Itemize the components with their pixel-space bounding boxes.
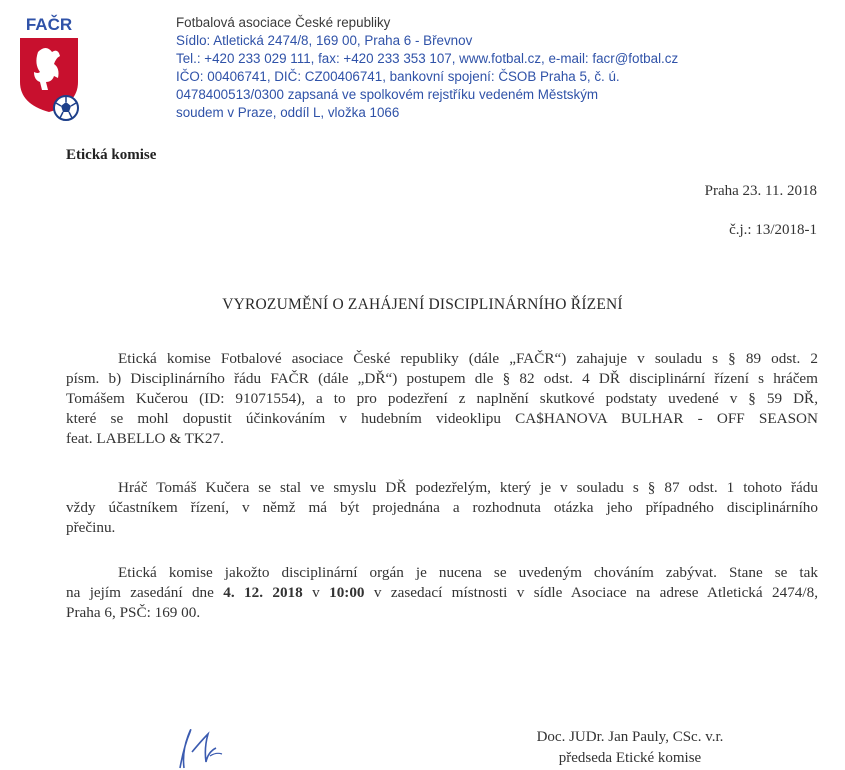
letterhead — [176, 14, 816, 122]
meeting-intro: na jejím zasedání dne — [66, 584, 224, 601]
reference-number: č.j.: 13/2018-1 — [729, 222, 817, 238]
logo-text: FAČR — [25, 15, 73, 34]
letterhead-account: 0478400513/0300 zapsaná ve spolkovém rejstříku vedeném Městským — [176, 87, 599, 102]
paragraph-1-line: písm. b) Disciplinárního řádu FAČR (dále „DŘ“) postupem dle § 82 odst. 4 DŘ disciplinární řízení s hráčem — [66, 370, 818, 387]
signature-block — [500, 727, 760, 769]
meeting-date: 4. 12. 2018 — [223, 584, 303, 601]
paragraph-2-line: vždy účastníkem řízení, v němž má být projednána a rozhodnuta otázka jeho případného disciplinárního — [66, 499, 818, 516]
paragraph-3-line: Praha 6, PSČ: 169 00. — [66, 604, 201, 621]
paragraph-1-line: Tomášem Kučerou (ID: 91071554), a to pro podezření z naplnění skutkové podstaty uvedené v § 59 DŘ, — [66, 390, 818, 407]
paragraph-3-line: Etická komise jakožto disciplinární orgán je nucena se uvedeným chováním zabývat. Stane se tak — [118, 564, 818, 581]
paragraph-1-line: které se mohl dopustit účinkováním v hudebním videoklipu CA$HANOVA BULHAR - OFF SEASON — [66, 410, 818, 427]
letterhead-ids: IČO: 00406741, DIČ: CZ00406741, bankovní spojení: ČSOB Praha 5, č. ú. — [176, 69, 620, 84]
handwritten-signature — [150, 722, 260, 770]
department-name: Etická komise — [66, 147, 157, 163]
letterhead-address: Sídlo: Atletická 2474/8, 169 00, Praha 6 - Břevnov — [176, 33, 473, 48]
paragraph-2 — [66, 478, 818, 538]
meeting-time: 10:00 — [329, 584, 365, 601]
paragraph-3 — [66, 563, 818, 623]
document-title: VYROZUMĚNÍ O ZAHÁJENÍ DISCIPLINÁRNÍHO ŘÍZENÍ — [222, 296, 623, 313]
document-date: Praha 23. 11. 2018 — [704, 183, 817, 199]
signer-name: Doc. JUDr. Jan Pauly, CSc. v.r. — [536, 729, 724, 745]
meeting-place: v zasedací místnosti v sídle Asociace na adrese Atletická 2474/8, — [364, 584, 819, 601]
meeting-connector: v — [302, 584, 330, 601]
facr-logo — [14, 12, 84, 122]
paragraph-1-line: Etická komise Fotbalové asociace České republiky (dále „FAČR“) zahajuje v souladu s § 89 odst. 2 — [118, 350, 818, 367]
paragraph-2-line: přečinu. — [66, 519, 116, 536]
paragraph-1-line: feat. LABELLO & TK27. — [66, 430, 224, 447]
paragraph-1 — [66, 349, 818, 449]
letterhead-register: soudem v Praze, oddíl L, vložka 1066 — [176, 105, 400, 120]
letterhead-contacts: Tel.: +420 233 029 111, fax: +420 233 353 107, www.fotbal.cz, e-mail: facr@fotbal.cz — [176, 51, 679, 66]
paragraph-3-line — [66, 583, 818, 603]
letterhead-org-name: Fotbalová asociace České republiky — [176, 15, 391, 30]
signer-role: předseda Etické komise — [558, 750, 702, 766]
paragraph-2-line: Hráč Tomáš Kučera se stal ve smyslu DŘ podezřelým, který je v souladu s § 87 odst. 1 tohoto řádu — [118, 479, 818, 496]
